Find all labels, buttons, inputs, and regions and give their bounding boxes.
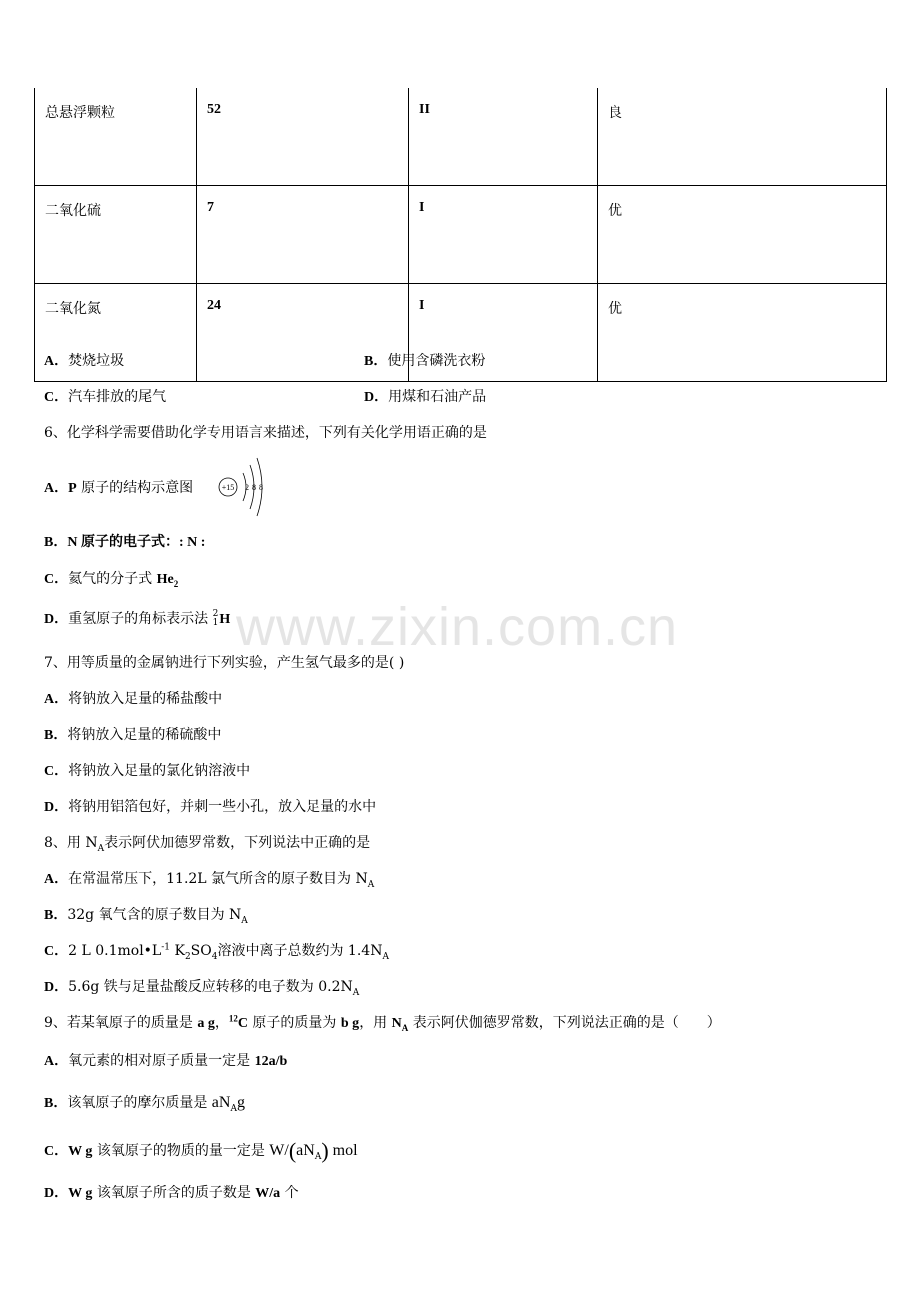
option-label: B． xyxy=(44,535,68,550)
option-text: 溶液中离子总数约为 1.4N xyxy=(217,943,383,959)
option-text: 将钠用铝箔包好，并刺一些小孔，放入足量的水中 xyxy=(68,799,377,815)
stem-text: 8、用 N xyxy=(44,835,98,851)
pollutant-cell: 二氧化硫 xyxy=(35,186,197,284)
q8-stem xyxy=(44,832,370,854)
option-text: 焚烧垃圾 xyxy=(68,353,125,369)
q9-option-d xyxy=(44,1182,299,1202)
subscript: A xyxy=(401,1022,409,1033)
formula: aN xyxy=(296,1142,315,1159)
option-label: B． xyxy=(44,1096,68,1111)
option-text: 个 xyxy=(280,1185,299,1201)
formula: W g xyxy=(68,1144,93,1159)
q7-option-c xyxy=(44,760,250,780)
option-label: B． xyxy=(364,354,388,369)
air-quality-table xyxy=(34,88,887,382)
formula: b g xyxy=(340,1016,360,1031)
q7-option-d xyxy=(44,796,376,816)
option-text: SO xyxy=(190,943,212,959)
subscript: A xyxy=(241,915,248,926)
nucleus-label: +15 xyxy=(221,483,235,492)
option-text: P xyxy=(68,481,77,496)
option-label: D． xyxy=(44,980,69,995)
option-text: 将钠放入足量的稀盐酸中 xyxy=(68,691,223,707)
paren: ) xyxy=(321,1138,329,1163)
option-text: 该氧原子的摩尔质量是 xyxy=(67,1095,212,1111)
q8-option-b xyxy=(44,904,248,926)
option-text: 32g 氧气含的原子数目为 N xyxy=(67,907,242,923)
stem-text: 7、用等质量的金属钠进行下列实验，产生氢气最多的是( ) xyxy=(44,655,405,671)
option-label: B． xyxy=(44,728,68,743)
option-text: 5.6g 铁与足量盐酸反应转移的电子数为 0.2N xyxy=(68,979,353,995)
q5-option-c xyxy=(44,386,166,406)
superscript: -1 xyxy=(161,942,171,953)
option-text: 使用含磷洗衣粉 xyxy=(387,353,486,369)
option-text: 用煤和石油产品 xyxy=(388,389,487,405)
q9-stem xyxy=(44,1012,721,1033)
table-row xyxy=(35,186,887,284)
formula: mol xyxy=(328,1142,358,1159)
formula: aN xyxy=(211,1094,231,1111)
stem-text: 原子的质量为 xyxy=(247,1015,341,1031)
q7-option-a xyxy=(44,688,222,708)
level-cell: I xyxy=(409,284,598,382)
watermark: www.zixin.com.cn xyxy=(236,597,679,657)
option-label: B． xyxy=(44,908,68,923)
quality-cell: 良 xyxy=(598,88,887,186)
option-label: D． xyxy=(364,390,389,405)
q7-stem xyxy=(44,652,404,672)
option-text: 该氧原子所含的质子数是 xyxy=(92,1185,256,1201)
option-label: C． xyxy=(44,944,69,959)
q9-option-a xyxy=(44,1050,287,1070)
formula: W g xyxy=(68,1186,93,1201)
option-label: A． xyxy=(44,1054,69,1069)
subscript: A xyxy=(97,843,105,854)
index-cell: 24 xyxy=(197,284,409,382)
quality-cell: 优 xyxy=(598,186,887,284)
level-cell: I xyxy=(409,186,598,284)
option-text: 该氧原子的物质的量一定是 xyxy=(92,1143,270,1159)
atom-structure-diagram xyxy=(216,455,268,517)
option-label: D． xyxy=(44,1186,69,1201)
mass-number: 2 xyxy=(212,609,219,619)
table-row xyxy=(35,88,887,186)
q7-option-b xyxy=(44,724,221,744)
formula: a g xyxy=(197,1016,215,1031)
atomic-number: 1 xyxy=(212,618,219,628)
q9-option-b xyxy=(44,1092,245,1114)
pollutant-cell: 二氧化氮 xyxy=(35,284,197,382)
formula: W/a xyxy=(255,1186,281,1201)
option-text: 氧元素的相对原子质量一定是 xyxy=(68,1053,255,1069)
paren: ( xyxy=(288,1138,297,1163)
q6-option-d xyxy=(44,608,230,628)
stem-text: ， xyxy=(214,1015,229,1031)
option-label: D． xyxy=(44,612,69,627)
shell-electrons: 8 xyxy=(252,483,256,492)
option-text: 2 L 0.1mol•L xyxy=(68,943,162,959)
formula: He xyxy=(156,572,174,587)
level-cell: II xyxy=(409,88,598,186)
option-label: C． xyxy=(44,390,69,405)
stem-text: 表示阿伏伽德罗常数，下列说法正确的是（ ） xyxy=(408,1015,721,1031)
q5-option-b xyxy=(364,350,485,370)
option-text: 汽车排放的尾气 xyxy=(68,389,167,405)
subscript: A xyxy=(352,987,360,998)
q6-option-c xyxy=(44,568,178,589)
quality-cell: 优 xyxy=(598,284,887,382)
electron-formula: : N : xyxy=(178,535,206,550)
option-label: C． xyxy=(44,572,69,587)
formula: N xyxy=(391,1016,402,1031)
formula: C xyxy=(237,1016,248,1031)
pollutant-cell: 总悬浮颗粒 xyxy=(35,88,197,186)
option-text: K xyxy=(170,943,185,959)
formula: W/ xyxy=(269,1142,289,1159)
element-symbol: H xyxy=(219,612,231,627)
subscript: 4 xyxy=(211,951,218,962)
subscript: A xyxy=(314,1151,322,1162)
subscript: A xyxy=(382,951,389,962)
option-label: A． xyxy=(44,354,69,369)
subscript: A xyxy=(230,1103,237,1114)
index-cell: 7 xyxy=(197,186,409,284)
q8-option-d xyxy=(44,976,359,998)
q6-stem: 6、化学科学需要借助化学专用语言来描述，下列有关化学用语正确的是 xyxy=(44,425,487,441)
option-label: A． xyxy=(44,481,69,496)
q6-option-a xyxy=(44,477,193,497)
option-label: C． xyxy=(44,1144,69,1159)
option-text: 重氢原子的角标表示法 xyxy=(68,611,209,627)
stem-text: ，用 xyxy=(359,1015,392,1031)
option-label: A． xyxy=(44,692,69,707)
option-label: D． xyxy=(44,800,69,815)
q5-option-d xyxy=(364,386,486,406)
option-label: A． xyxy=(44,872,69,887)
formula: g xyxy=(236,1094,245,1111)
option-label: C． xyxy=(44,764,69,779)
subscript: A xyxy=(367,879,375,890)
option-text: 氦气的分子式 xyxy=(68,571,157,587)
option-text: N 原子的电子式： xyxy=(67,535,179,550)
shell-electrons: 2 xyxy=(245,483,249,492)
q6-option-b xyxy=(44,531,205,551)
stem-text: 表示阿伏加德罗常数，下列说法中正确的是 xyxy=(104,835,371,851)
index-cell: 52 xyxy=(197,88,409,186)
q8-option-a xyxy=(44,868,374,890)
nuclide-indices xyxy=(213,610,219,628)
q8-option-c xyxy=(44,940,389,962)
option-text: 将钠放入足量的氯化钠溶液中 xyxy=(68,763,251,779)
q5-option-a xyxy=(44,350,124,370)
formula-subscript: 2 xyxy=(173,578,179,589)
option-text: 将钠放入足量的稀硫酸中 xyxy=(67,727,222,743)
option-text: 原子的结构示意图 xyxy=(81,480,194,496)
formula: 12a/b xyxy=(254,1054,288,1069)
subscript: 2 xyxy=(184,951,191,962)
shell-electrons: 8 xyxy=(259,483,263,492)
q9-option-c xyxy=(44,1138,358,1164)
stem-text: 9、若某氧原子的质量是 xyxy=(44,1015,198,1031)
option-text: 在常温常压下，11.2L 氯气所含的原子数目为 N xyxy=(68,871,368,887)
superscript: 12 xyxy=(228,1013,238,1024)
